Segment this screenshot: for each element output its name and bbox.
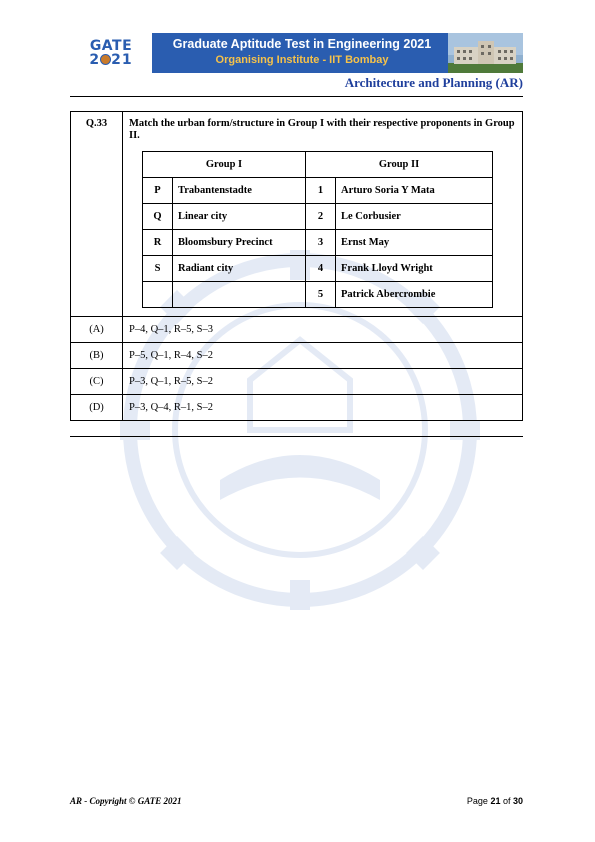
header-banner: [70, 33, 523, 73]
logo-year-part-a: 2: [89, 52, 101, 68]
group1-key: R: [143, 230, 173, 256]
group2-header: Group II: [306, 152, 493, 178]
group2-value: Patrick Abercrombie: [336, 282, 493, 308]
page-prefix: Page: [466, 796, 491, 806]
group1-key: P: [143, 178, 173, 204]
option-label: (D): [71, 395, 123, 421]
match-row: [143, 178, 493, 204]
logo-text-gate: GATE: [89, 38, 133, 54]
match-row: [143, 256, 493, 282]
group2-key: 1: [306, 178, 336, 204]
header-divider: [70, 96, 523, 97]
page-number: [467, 796, 523, 806]
question-divider: [70, 436, 523, 437]
match-row: [143, 282, 493, 308]
question-text: Match the urban form/structure in Group I with their respective proponents in Group II.: [129, 118, 515, 141]
group1-key: Q: [143, 204, 173, 230]
group2-key: 4: [306, 256, 336, 282]
group2-value: Le Corbusier: [336, 204, 493, 230]
group1-value: Bloomsbury Precinct: [173, 230, 306, 256]
match-table: [142, 151, 493, 308]
group2-key: 5: [306, 282, 336, 308]
option-label: (A): [71, 317, 123, 343]
question-body: [123, 112, 523, 317]
option-label: (B): [71, 343, 123, 369]
copyright-footer: AR - Copyright © GATE 2021: [70, 796, 182, 806]
subject-title: Architecture and Planning (AR): [344, 75, 523, 90]
institute-building-image: [448, 33, 523, 73]
question-table: [70, 111, 523, 421]
question-number: Q.33: [71, 112, 123, 317]
group1-header: Group I: [143, 152, 306, 178]
question-row: [71, 112, 523, 317]
group2-value: Arturo Soria Y Mata: [336, 178, 493, 204]
group1-value: Trabantenstadte: [173, 178, 306, 204]
logo-year-part-b: 21: [111, 52, 133, 68]
building-icon: [448, 33, 523, 73]
group2-key: 2: [306, 204, 336, 230]
group1-key: S: [143, 256, 173, 282]
group1-value: Radiant city: [173, 256, 306, 282]
page-current: 21: [490, 796, 501, 806]
group2-value: Ernst May: [336, 230, 493, 256]
option-row-d: [71, 395, 523, 421]
logo-text-year: [89, 53, 132, 67]
option-text: P–4, Q–1, R–5, S–3: [123, 317, 523, 343]
page-total: 30: [512, 796, 523, 806]
group1-key: [143, 282, 173, 308]
group2-value: Frank Lloyd Wright: [336, 256, 493, 282]
option-text: P–3, Q–1, R–5, S–2: [123, 369, 523, 395]
page-of: of: [500, 796, 513, 806]
match-row: [143, 230, 493, 256]
option-row-b: [71, 343, 523, 369]
group2-key: 3: [306, 230, 336, 256]
gate-logo: [70, 33, 152, 73]
exam-title: Graduate Aptitude Test in Engineering 2021: [172, 37, 432, 51]
logo-emblem-icon: [100, 54, 111, 65]
option-row-a: [71, 317, 523, 343]
match-header-row: [143, 152, 493, 178]
option-label: (C): [71, 369, 123, 395]
match-row: [143, 204, 493, 230]
organiser-subtitle: Organising Institute - IIT Bombay: [215, 54, 389, 66]
option-row-c: [71, 369, 523, 395]
option-text: P–3, Q–4, R–1, S–2: [123, 395, 523, 421]
group1-value: Linear city: [173, 204, 306, 230]
option-text: P–5, Q–1, R–4, S–2: [123, 343, 523, 369]
group1-value: [173, 282, 306, 308]
